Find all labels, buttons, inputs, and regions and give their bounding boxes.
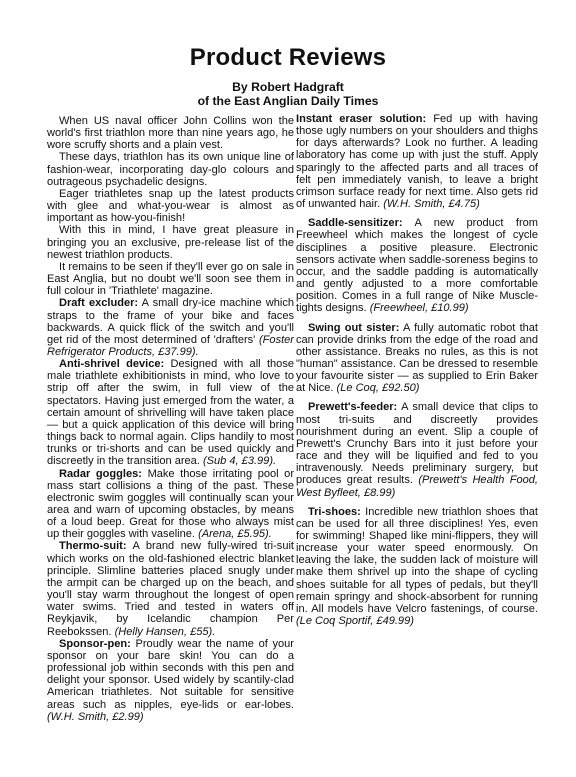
intro-paragraph: It remains to be seen if they'll ever go on sale in East Anglia, but no doubt we'll soon see them in full colour in 'Triathlete' magazine.	[47, 260, 294, 298]
product-review	[296, 401, 538, 498]
product-description: A brand new fully-wired tri-suit which works on the old-fashioned electric blanket principle. Slimline batteries placed snugly under the armpit can be charged up on the beach, and you'll stay warm throughout the longest of open water swims. Tried and tested in waters off Reykjavik, by Icelandic champion Per Reebokssen.	[47, 540, 294, 638]
intro-paragraph: When US naval officer John Collins won the world's first triathlon more than nine years ago, he wore scruffy shorts and a plain vest.	[47, 115, 294, 152]
product-source: (Le Coq, £92.50)	[336, 382, 420, 395]
product-source: (Le Coq Sportif, £49.99)	[296, 615, 414, 628]
product-name: Prewett's-feeder:	[308, 401, 398, 414]
page-title: Product Reviews	[189, 44, 387, 71]
product-name: Anti-shrivel device:	[59, 358, 165, 371]
product-description: A new product from Freewheel which makes the longest of cycle disciplines a positive pleasure. Electronic sensors activate when saddle-soreness begins to occur, and the saddle padding is automatically and gently adjusted to a more comfortable position. Comes in a full range of Nike Muscle-tights designs.	[296, 217, 538, 315]
product-source: (W.H. Smith, £2.99)	[47, 710, 144, 723]
product-review	[296, 506, 538, 628]
product-source: (Freewheel, £10.99)	[369, 302, 469, 315]
product-review	[47, 297, 294, 358]
product-source: (Foster Refrigerator Products, £37.99).	[47, 333, 294, 358]
product-source: (Prewett's Health Food, West Byfleet, £8.99)	[296, 474, 538, 499]
product-name: Tri-shoes:	[308, 505, 361, 518]
product-name: Thermo-suit:	[59, 540, 127, 553]
product-review	[47, 638, 294, 723]
product-source: (Helly Hansen, £55).	[114, 625, 216, 638]
product-source: (Sub 4, £3.99).	[202, 455, 277, 468]
product-source: (W.H. Smith, £4.75)	[383, 198, 480, 211]
left-column	[47, 115, 294, 723]
product-description: A small dry-ice machine which straps to the frame of your bike and faces backwards. A quick flick of the switch and you'll get rid of the most determined of 'drafters'	[47, 297, 294, 346]
product-description: Incredible new triathlon shoes that can be used for all three disciplines! Yes, even for swimming! Shaped like mini-flippers, they will increase your water speed enormously. On leaving the lake, the sudden lack of moisture will make them shrivel up into the shape of cycling shoes suitable for all types of pedals, but they'll remain springy and shock-absorbent for running in. All models have Velcro fastenings, of course.	[296, 505, 538, 615]
product-description: Make those irritating pool or mass start collisions a thing of the past. These electronic swim goggles will continually scan your area and warn of upcoming obstacles, by means of a loud beep. Great for those who always mist up their goggles with vaseline.	[47, 467, 294, 541]
intro-paragraph: These days, triathlon has its own unique line of fashion-wear, incorporating day-glo colours and outrageous psychadelic designs.	[47, 151, 294, 188]
product-name: Sponsor-pen:	[59, 637, 131, 650]
product-name: Radar goggles:	[59, 467, 142, 480]
product-description: Proudly wear the name of your sponsor on your bare skin! You can do a professional job within seconds with this pen and delight your sponsor. Used widely by scantily-clad American triathletes. Not suitable for sensitive areas such as nipples, eye-lids or ear-lobes.	[47, 637, 294, 711]
product-name: Draft excluder:	[59, 297, 139, 310]
product-name: Swing out sister:	[308, 321, 400, 334]
byline-affiliation: of the East Anglian Daily Times	[197, 93, 379, 108]
byline-author: By Robert Hadgraft	[232, 80, 344, 94]
product-description: A small device that clips to most tri-suits and discreetly provides nourishment during an event. Slip a couple of Prewett's Crunchy Bars into it just before your race and they will be liquified and fed to you intravenously. Needs preliminary surgery, but produces great results.	[296, 401, 538, 487]
product-review	[47, 468, 294, 541]
product-description: Designed with all those male triathlete exhibitionists in mind, who love to strip off after the swim, in full view of the spectators. Having just emerged from the water, a certain amount of shrivelling will have taken place — but a quick application of this device will bring things back to normal again. Clips handily to most trunks or tri-shorts and can be used quickly and discreetly in the transition area.	[47, 358, 294, 468]
product-name: Instant eraser solution:	[296, 113, 427, 125]
product-review	[47, 358, 294, 467]
product-review	[47, 540, 294, 637]
product-review	[296, 322, 538, 395]
intro-paragraph: With this in mind, I have great pleasure in bringing you an exclusive, pre-release list of the newest triathlon products.	[47, 224, 294, 261]
product-source: (Arena, £5.95).	[198, 528, 272, 541]
product-description: A fully automatic robot that can provide drinks from the edge of the road and other assistance. Breaks no rules, as this is not "human" assistance. Can be dressed to resemble your favourite sister — as supplied to Erin Baker at Nice.	[296, 321, 538, 395]
product-name: Saddle-sensitizer:	[308, 217, 403, 230]
product-review	[296, 217, 538, 314]
intro-paragraph: Eager triathletes snap up the latest products with glee and what-you-wear is almost as important as how-you-finish!	[47, 187, 294, 225]
product-description: Fed up with having those ugly numbers on your shoulders and thighs for days afterwards? Look no further. A leading laboratory has come up with just the stuff. Apply sparingly to the affected parts and all traces of felt pen immediately vanish, to leave a bright crimson surface ready for next time. Also gets rid of unwanted hair.	[296, 113, 538, 211]
right-column	[296, 113, 538, 627]
byline	[0, 81, 576, 108]
product-review	[296, 113, 538, 210]
